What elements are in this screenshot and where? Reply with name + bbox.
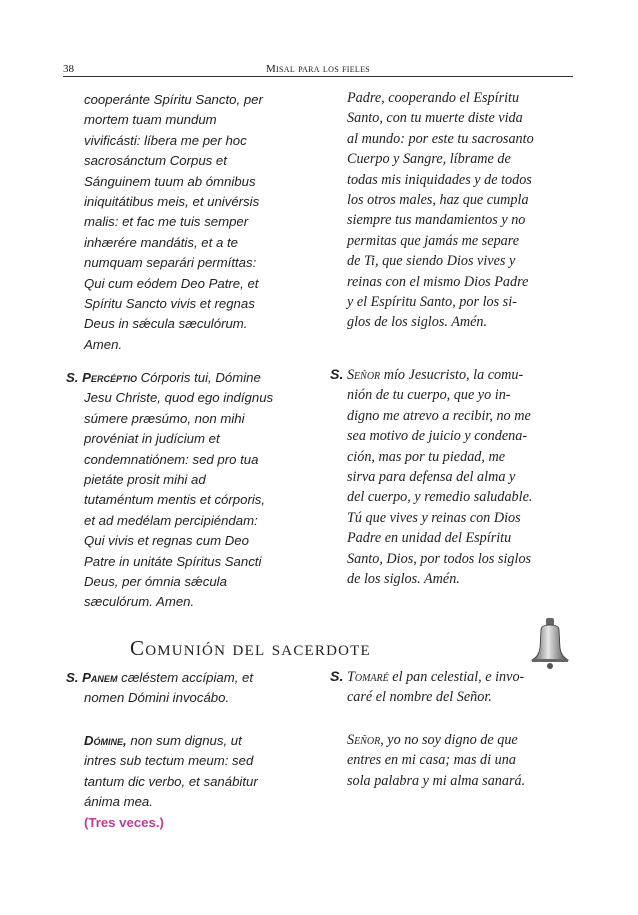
text-line: digno me atrevo a recibir, no me [347, 407, 531, 424]
text-line: Padre en unidad del Espíritu [347, 530, 512, 547]
spanish-prayer-tomare [330, 667, 573, 708]
s-marker: S. [330, 367, 344, 383]
s-marker: S. [66, 670, 79, 685]
text-line: Tú que vives y reinas con Dios [347, 509, 521, 526]
text-line: del cuerpo, y remedio saludable. [347, 489, 533, 506]
text-line: permitas que jamás me separe [347, 232, 520, 249]
text-line: tutaméntum mentis et córporis, [84, 492, 266, 508]
text-line: sacrosánctum Corpus et [84, 153, 227, 169]
latin-prayer-block-1 [66, 90, 310, 355]
text-line: Deus, per ómnia sǽcula [84, 574, 227, 590]
text-line: Sánguinem tuum ab ómnibus [84, 173, 256, 189]
latin-prayer-perceptio [66, 368, 310, 613]
text-fragment: mío Jesucristo, la comu- [383, 367, 524, 383]
page-number: 38 [63, 63, 74, 75]
text-line: et ad medélam percipiéndam: [84, 512, 258, 528]
text-line: numquam separári permíttas: [84, 255, 257, 271]
text-line: condemnatiónem: sed pro tua [84, 451, 259, 467]
spanish-prayer-senor [330, 365, 573, 589]
text-line: entres en mi casa; mas di una [347, 752, 516, 769]
text-line: mortem tuam mundum [84, 112, 217, 128]
text-line: Amen. [84, 336, 123, 352]
text-line: ánima mea. [84, 794, 153, 810]
spanish-prayer-senor-no-soy-digno [330, 730, 573, 791]
text-line: Qui vivis et regnas cum Deo [84, 533, 249, 549]
section-title: Comunión del sacerdote [130, 636, 371, 660]
text-line: los otros males, haz que cumpla [347, 192, 529, 209]
text-line: Cuerpo y Sangre, líbrame de [347, 151, 511, 168]
text-line [330, 667, 573, 687]
lead-word: Tomaré [346, 669, 389, 685]
text-line: Spíritu Sancto vivis et regnas [84, 296, 255, 312]
lead-word: Señor [346, 367, 381, 383]
text-line: Qui cum eódem Deo Patre, et [84, 275, 259, 291]
text-line: sæculórum. Amen. [84, 594, 195, 610]
lead-word: Panem [82, 670, 118, 685]
spanish-prayer-block-1 [330, 88, 573, 333]
text-line: sola palabra y mi alma sanará. [347, 772, 526, 789]
text-fragment: Córporis tui, Dómine [140, 370, 261, 385]
latin-prayer-panem [66, 668, 310, 709]
text-fragment: yo no soy digno de que [387, 732, 518, 748]
text-line [330, 730, 573, 750]
text-line: ción, mas por tu piedad, me [347, 448, 506, 465]
text-line: Patre in unitáte Spíritus Sancti [84, 553, 262, 569]
text-line [66, 368, 310, 388]
text-line: Padre, cooperando el Espíritu [347, 90, 520, 106]
text-line: iniquitátibus meis, et univérsis [84, 194, 260, 210]
bell-icon [530, 616, 570, 672]
text-line: y el Espíritu Santo, por los si- [347, 294, 517, 311]
text-line: de Ti, que siendo Dios vives y [347, 253, 516, 270]
text-line: sirva para defensa del alma y [347, 469, 516, 486]
running-title: Misal para los fieles [265, 63, 371, 75]
text-line: Santo, Dios, por todos los siglos [347, 550, 532, 567]
text-line: Deus in sǽcula sæculórum. [84, 316, 248, 332]
text-line [330, 365, 573, 385]
text-line [66, 668, 310, 688]
s-marker: S. [330, 669, 344, 685]
text-line: siempre tus mandamientos y no [347, 212, 526, 229]
text-line: sea motivo de juicio y condena- [347, 428, 528, 445]
text-line: tantum dic verbo, et sanábitur [84, 773, 258, 789]
text-line: Jesu Christe, quod ego indígnus [84, 390, 274, 406]
text-line: glos de los siglos. Amén. [347, 314, 488, 331]
text-line: de los siglos. Amén. [347, 571, 460, 588]
text-fragment: cæléstem accípiam, et [121, 670, 254, 685]
text-line: pietáte prosit mihi ad [84, 472, 206, 488]
lead-word: Percéptio [82, 370, 137, 385]
text-line: reinas con el mismo Dios Padre [347, 273, 529, 290]
latin-prayer-domine [66, 731, 310, 833]
header-rule [63, 76, 573, 77]
text-line: súmere præsúmo, non mihi [84, 410, 245, 426]
text-line: al mundo: por este tu sacrosanto [347, 130, 534, 147]
text-line: todas mis iniquidades y de todos [347, 171, 532, 188]
text-line [66, 731, 310, 751]
text-line: intres sub tectum meum: sed [84, 753, 254, 769]
page-header [63, 63, 573, 77]
lead-word: Señor, [347, 732, 384, 748]
text-line: provéniat in judícium et [84, 431, 220, 447]
text-line: nión de tu cuerpo, que yo in- [347, 387, 511, 404]
lead-word: Dómine, [84, 733, 127, 748]
text-line: inhærére mandátis, et a te [84, 234, 238, 250]
text-fragment: non sum dignus, ut [130, 733, 242, 748]
text-line: nomen Dómini invocábo. [84, 690, 230, 706]
text-line: caré el nombre del Señor. [347, 689, 492, 706]
text-line: Santo, con tu muerte diste vida [347, 110, 523, 127]
text-line: cooperánte Spíritu Sancto, per [84, 92, 263, 107]
text-line: malis: et fac me tuis semper [84, 214, 249, 230]
s-marker: S. [66, 370, 79, 385]
text-line: vivificásti: líbera me per hoc [84, 132, 247, 148]
rubric-three-times: (Tres veces.) [84, 814, 164, 830]
text-fragment: el pan celestial, e invo- [392, 669, 525, 685]
